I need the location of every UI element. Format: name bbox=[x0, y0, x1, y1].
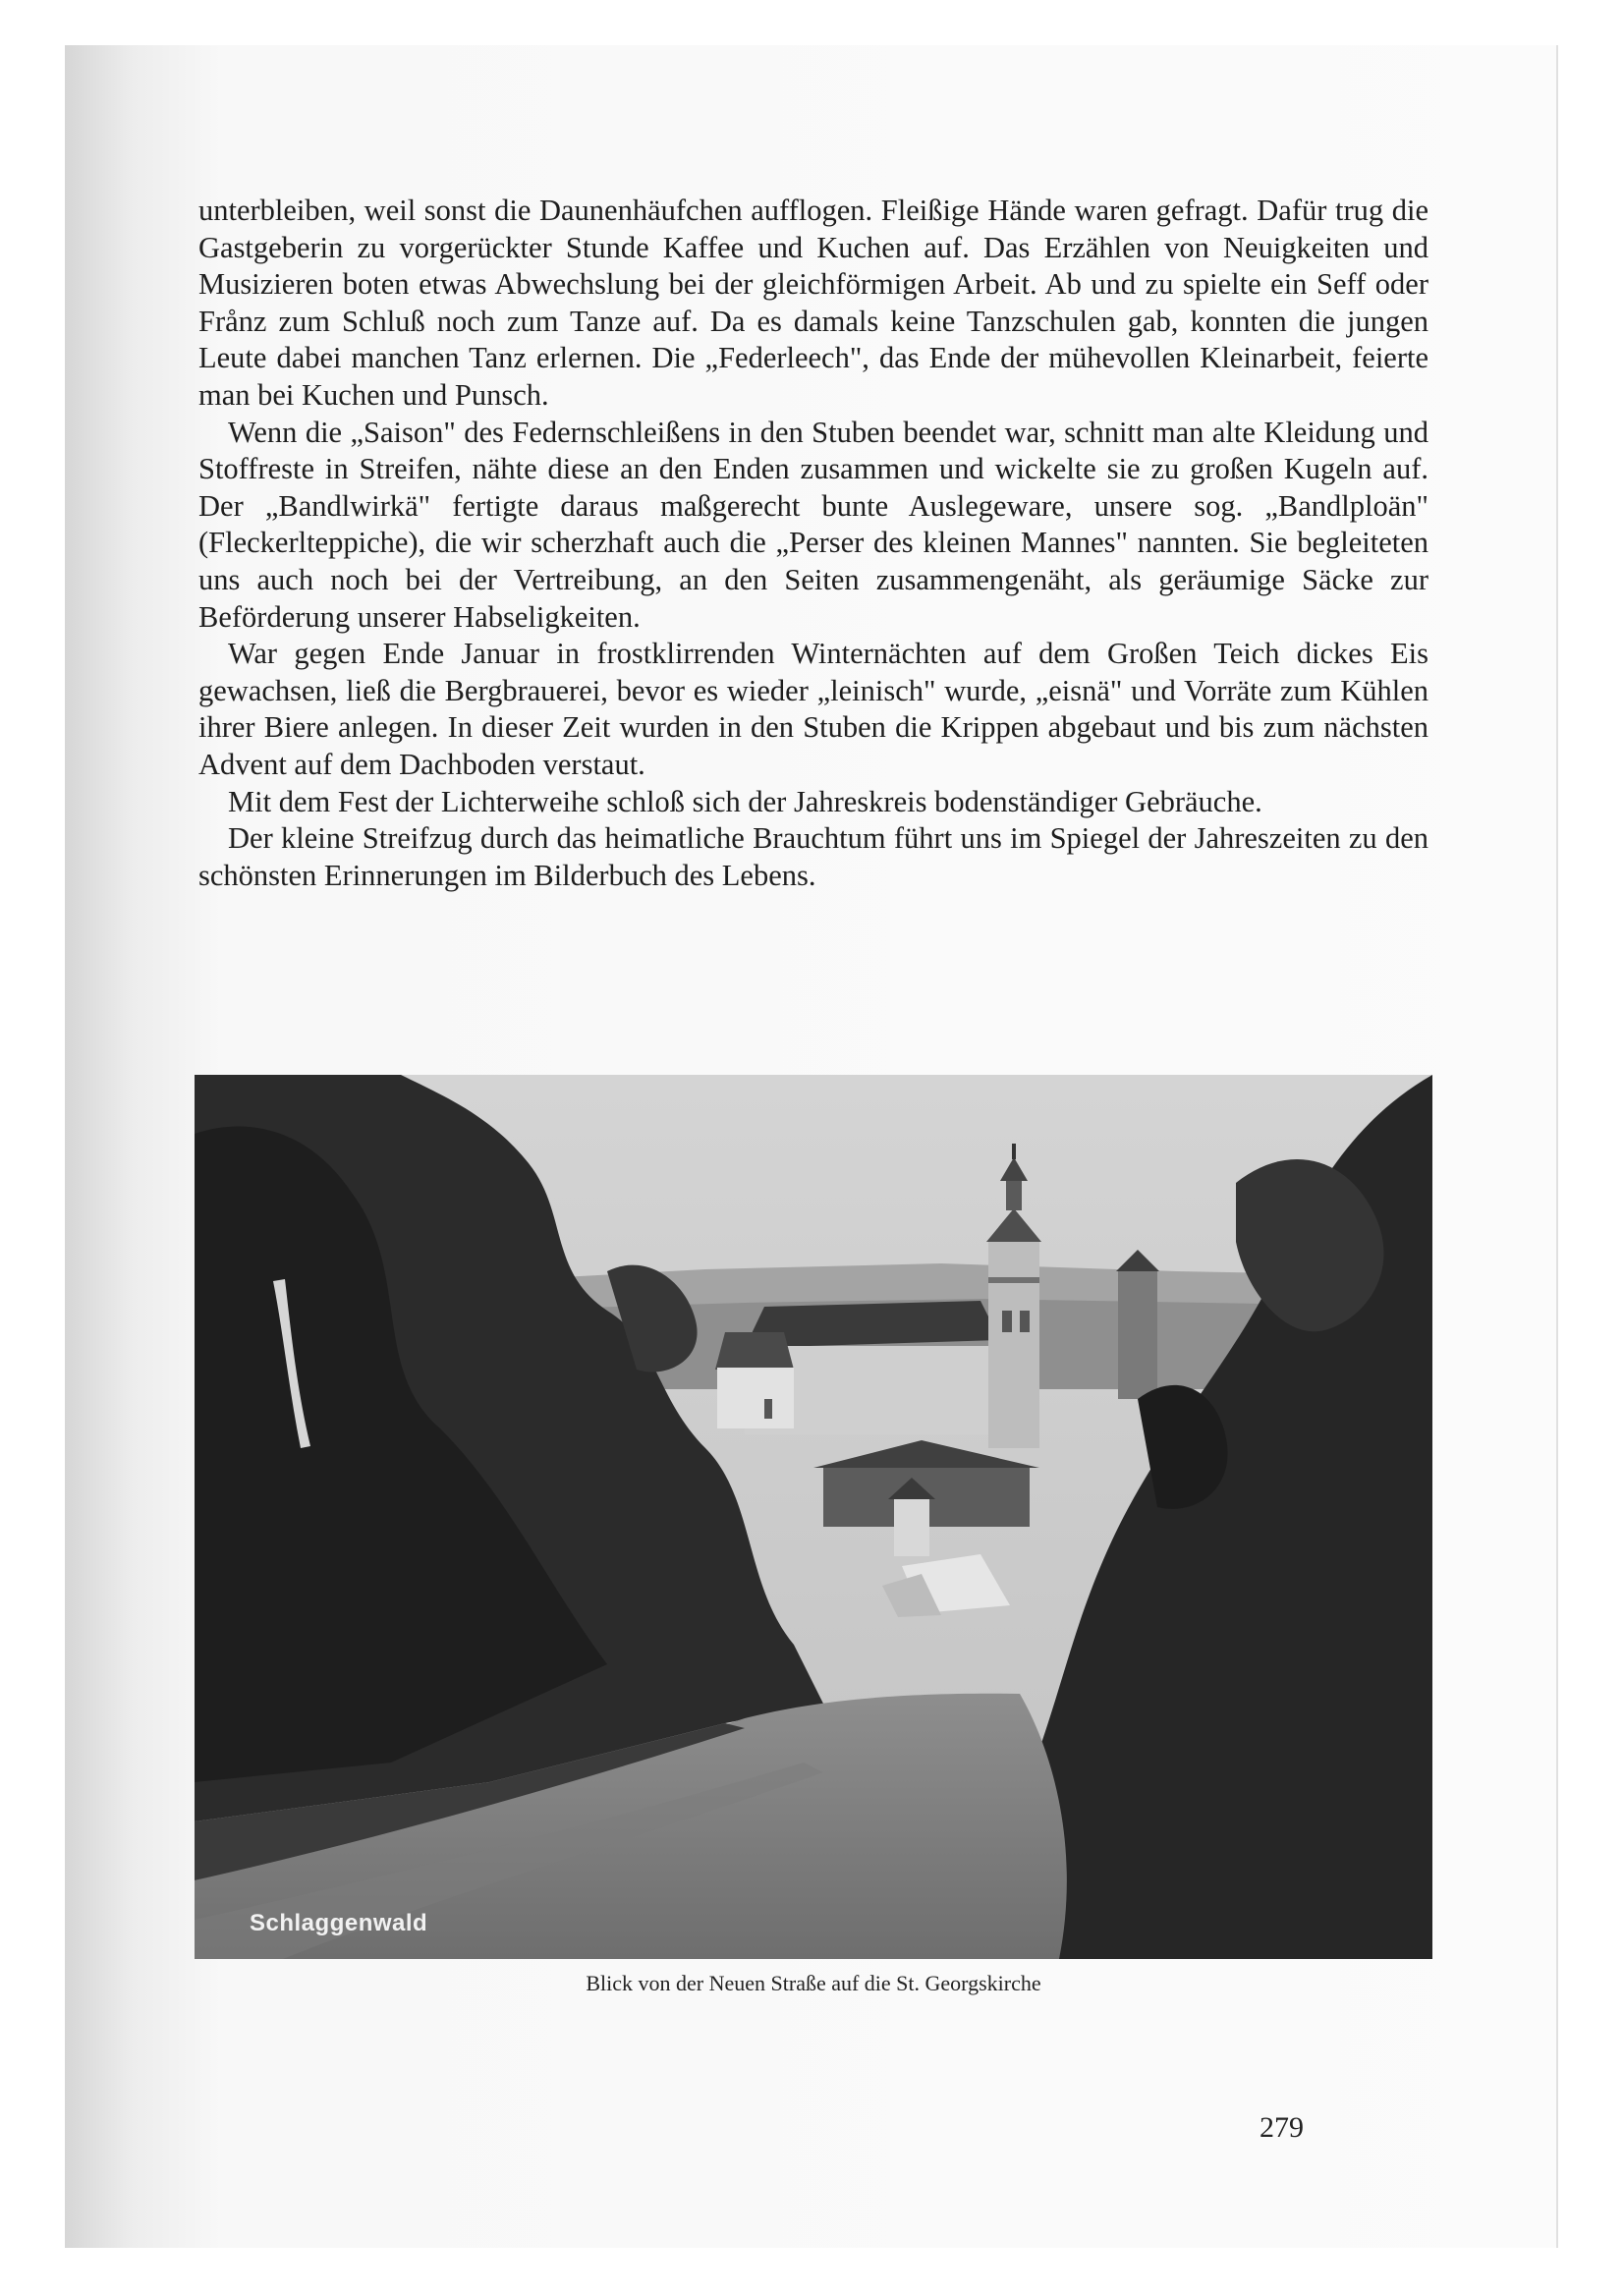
body-text bbox=[198, 193, 1428, 894]
paragraph-continuation: unterbleiben, weil sonst die Daunenhäufchen aufflogen. Fleißige Hände waren gefragt. Dafür trug die Gastgeberin zu vorgerückter Stunde Kaffee und Kuchen auf. Das Erzählen von Neuigkeiten und Musizieren boten etwas Abwechslung bei der gleichförmigen Arbeit. Ab und zu spielte ein Seff oder Frånz zum Schluß noch zum Tanze auf. Da es damals keine Tanzschulen gab, konnten die jungen Leute dabei manchen Tanz erlernen. Die „Federleech", das Ende der mühevollen Kleinarbeit, feierte man bei Kuchen und Punsch. bbox=[198, 194, 1428, 412]
page-number: 279 bbox=[1260, 2111, 1304, 2144]
photo-illustration bbox=[195, 1075, 1432, 1959]
paragraph-eis: War gegen Ende Januar in frostklirrenden Winternächten auf dem Großen Teich dickes Eis gewachsen, ließ die Bergbrauerei, bevor es wieder „leinisch" wurde, „eisnä" und Vorräte zum Kühlen ihrer Biere anlegen. In dieser Zeit wurden in den Stuben die Krippen abgebaut und bis zum nächsten Advent auf dem Dachboden verstaut. bbox=[198, 637, 1428, 781]
paragraph-bandlwirka: Wenn die „Saison" des Federnschleißens in den Stuben beendet war, schnitt man alte Kleidung und Stoffreste in Streifen, nähte diese an den Enden zusammen und wickelte sie zu großen Kugeln auf. Der „Bandlwirkä" fertigte daraus maßgerecht bunte Auslegeware, unsere sog. „Bandlploän" (Fleckerlteppiche), die wir scherzhaft auch die „Perser des kleinen Mannes" nannten. Sie begleiteten uns auch noch bei der Vertreibung, an den Seiten zusammengenäht, als geräumige Säcke zur Beförderung unserer Habseligkeiten. bbox=[198, 415, 1428, 634]
paragraph-lichterweihe: Mit dem Fest der Lichterweihe schloß sich der Jahreskreis bodenständiger Gebräuche. bbox=[228, 784, 1262, 818]
photo-caption: Blick von der Neuen Straße auf die St. Georgskirche bbox=[586, 1971, 1041, 1995]
book-page bbox=[65, 45, 1558, 2248]
paragraph-streifzug: Der kleine Streifzug durch das heimatliche Brauchtum führt uns im Spiegel der Jahreszeiten zu den schönsten Erinnerungen im Bilderbuch des Lebens. bbox=[198, 821, 1428, 892]
photo-label-location: Schlaggenwald bbox=[250, 1910, 428, 1936]
church-photograph bbox=[195, 1075, 1432, 1959]
